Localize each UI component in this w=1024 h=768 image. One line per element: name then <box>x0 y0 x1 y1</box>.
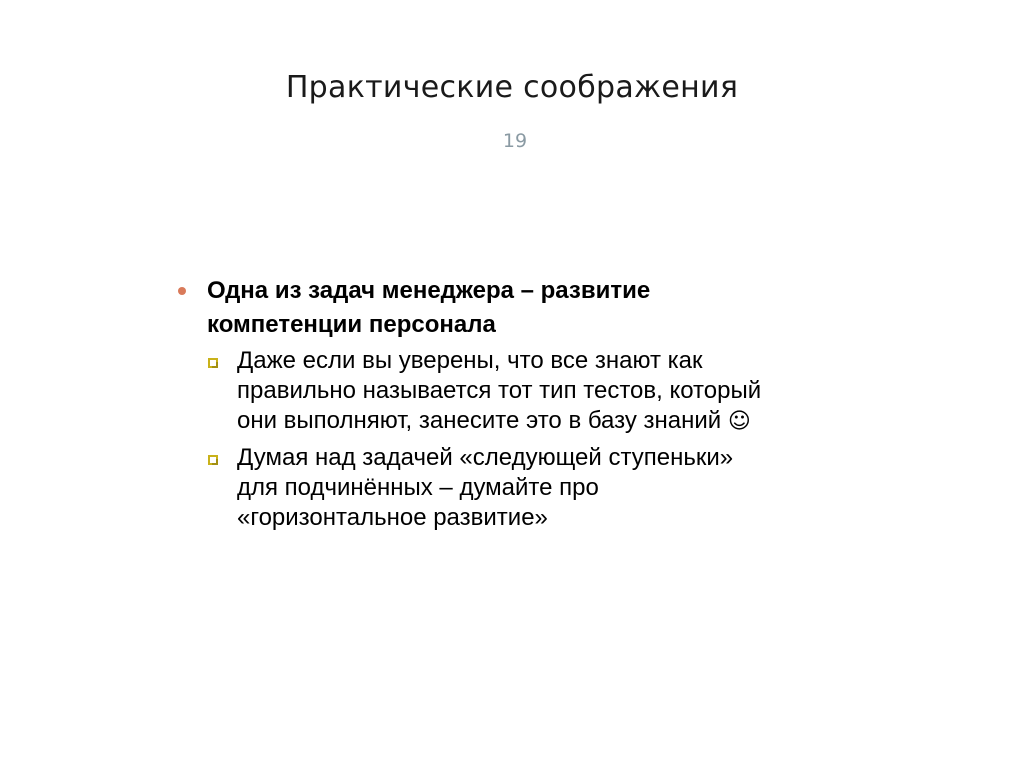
sub-bullet-item <box>207 443 892 533</box>
slide-title: Практические соображения <box>285 70 739 105</box>
square-bullet-icon <box>208 358 218 368</box>
bullet-line-1: Одна из задач менеджера – развитие <box>207 277 651 304</box>
square-bullet-icon <box>208 455 218 465</box>
sub-bullet-line: правильно называется тот тип тестов, который <box>237 377 762 404</box>
sub-bullet-list <box>172 346 892 533</box>
sub-bullet-item <box>207 346 892 437</box>
sub-bullet-line: Думая над задачей «следующей ступеньки» <box>237 444 734 471</box>
slide-number: 19 <box>502 130 528 152</box>
sub-bullet-line: Даже если вы уверены, что все знают как <box>237 347 703 374</box>
sub-bullet-text: они выполняют, занесите это в базу знаний <box>237 407 722 434</box>
bullet-item <box>172 274 892 342</box>
slide-content <box>172 274 892 539</box>
sub-bullet-line: «горизонтальное развитие» <box>237 504 548 531</box>
sub-bullet-line: для подчинённых – думайте про <box>237 474 599 501</box>
smiley-icon: ☺ <box>727 409 751 434</box>
bullet-line-2: компетенции персонала <box>207 311 496 338</box>
sub-bullet-line <box>237 406 892 437</box>
bullet-dot-icon <box>178 287 186 295</box>
